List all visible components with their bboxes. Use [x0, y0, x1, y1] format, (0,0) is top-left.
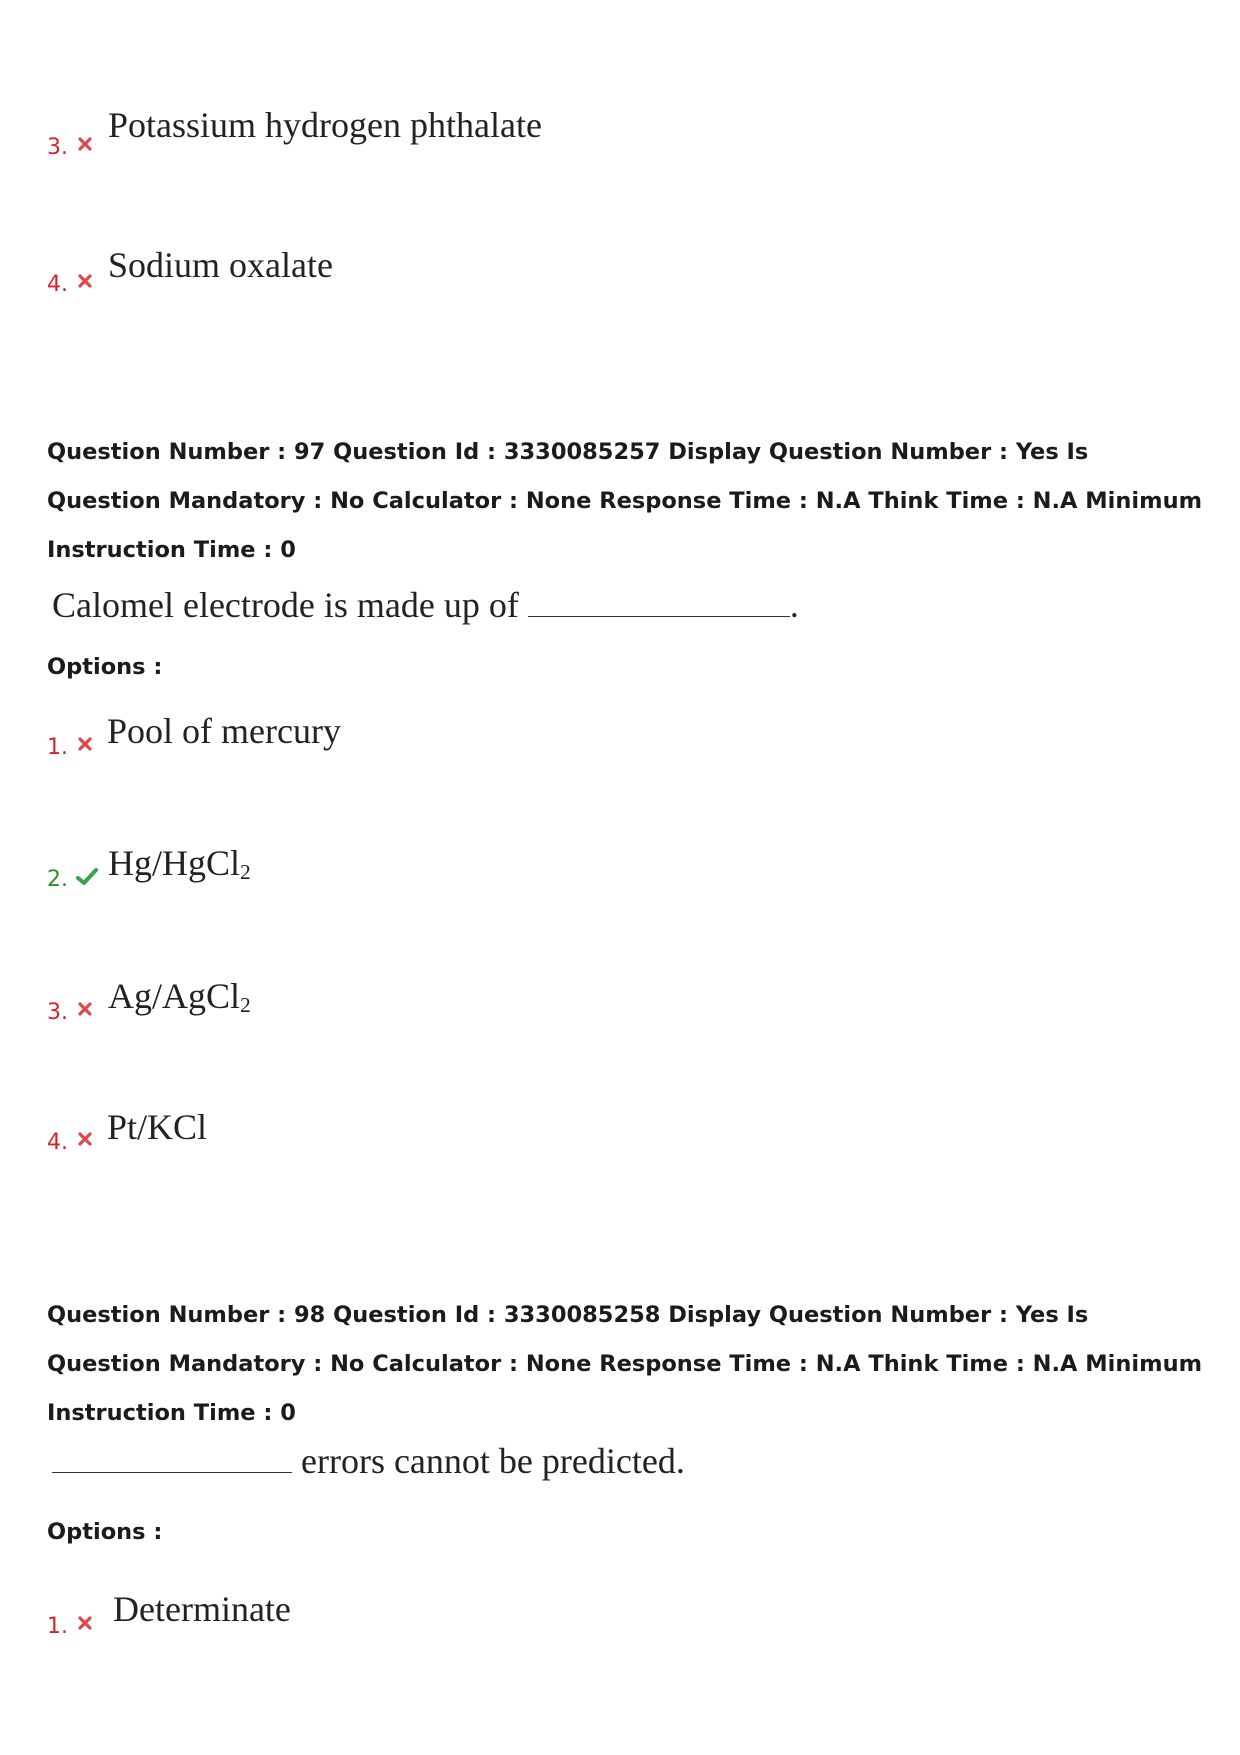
option-number: 3. — [47, 135, 68, 160]
cross-mark-icon — [77, 136, 93, 157]
question-text-after: . — [789, 585, 799, 625]
option-text: Pt/KCl — [107, 1107, 208, 1147]
cross-mark-icon — [77, 273, 93, 294]
cross-mark-icon — [77, 1131, 93, 1152]
option-text: Determinate — [113, 1589, 291, 1629]
question-97-meta: Question Number : 97 Question Id : 3330085257 Display Question Number : Yes Is Question Mandatory : No Calculator : None Response Time : N.A Think Time : N.A Minimum Instruction Time : 0 — [47, 439, 1203, 563]
cross-mark-icon — [77, 1001, 93, 1022]
option-text — [108, 975, 251, 1018]
question-98-meta: Question Number : 98 Question Id : 3330085258 Display Question Number : Yes Is Question Mandatory : No Calculator : None Response Time : N.A Think Time : N.A Minimum Instruction Time : 0 — [47, 1302, 1203, 1426]
option-text: Sodium oxalate — [108, 245, 333, 285]
question-text-before: Calomel electrode is made up of — [52, 585, 528, 625]
option-text-main: Hg/HgCl — [108, 843, 241, 883]
option-text: Potassium hydrogen phthalate — [108, 105, 542, 145]
option-text-subscript: 2 — [240, 993, 251, 1017]
question-98-text — [52, 1440, 685, 1482]
option-text-main: Ag/AgCl — [108, 976, 241, 1016]
cross-mark-icon — [77, 1615, 93, 1636]
option-text — [108, 842, 251, 885]
question-97-text — [52, 584, 799, 626]
option-number: 4. — [47, 1130, 68, 1155]
check-mark-icon — [75, 867, 99, 892]
question-text-after: errors cannot be predicted. — [292, 1441, 685, 1481]
options-label: Options : — [47, 1519, 163, 1545]
option-text-subscript: 2 — [240, 860, 251, 884]
option-number: 3. — [47, 1000, 68, 1025]
option-text: Pool of mercury — [107, 711, 341, 751]
answer-blank — [52, 1442, 292, 1473]
option-number: 2. — [47, 867, 68, 892]
option-number: 4. — [47, 272, 68, 297]
cross-mark-icon — [77, 736, 93, 757]
options-label: Options : — [47, 654, 163, 680]
option-number: 1. — [47, 735, 68, 760]
option-number: 1. — [47, 1614, 68, 1639]
answer-blank — [528, 586, 790, 617]
